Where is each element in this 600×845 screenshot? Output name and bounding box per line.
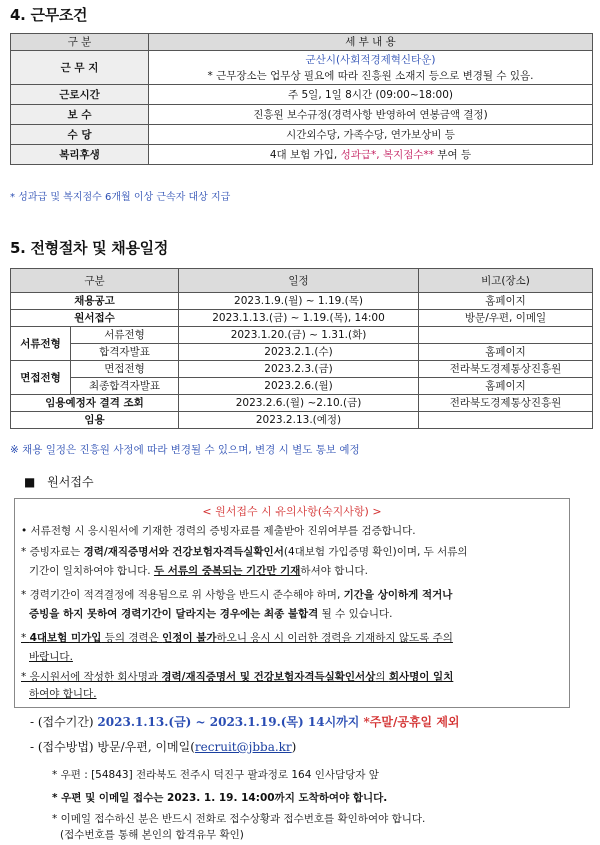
row-value-workplace bbox=[149, 51, 593, 85]
notice-text: 될 수 있습니다. bbox=[318, 608, 393, 620]
row-value-welfare bbox=[149, 145, 593, 165]
notice-item-cont bbox=[29, 688, 574, 701]
workplace-location: 군산시(사회적경제혁신타운) bbox=[305, 53, 436, 66]
notice-emph: 경력/재직증명서 및 건강보험자격득실확인서상 bbox=[161, 671, 376, 683]
sub-note: * 이메일 접수하신 분은 반드시 전화로 접수상황과 접수번호를 확인하여야 합니다. bbox=[52, 813, 426, 825]
header-remarks: 비고(장소) bbox=[419, 269, 593, 293]
table-row-sublabel: 서류전형 bbox=[71, 327, 179, 344]
notice-emph: 기간을 상이하게 적거나 bbox=[343, 589, 453, 601]
schedule-table bbox=[10, 268, 593, 429]
notice-text: 하여야 합니다. bbox=[29, 688, 97, 700]
notice-item-cont bbox=[29, 608, 574, 621]
table-row-sublabel: 최종합격자발표 bbox=[71, 378, 179, 395]
table-row-date: 2023.2.13.(예정) bbox=[179, 412, 419, 429]
table-row-date: 2023.1.13.(금) ~ 1.19.(목), 14:00 bbox=[179, 310, 419, 327]
work-conditions-table bbox=[10, 33, 593, 165]
apply-title: 원서접수 bbox=[47, 475, 94, 489]
period-value: 2023.1.13.(금) ~ 2023.1.19.(목) 14시까지 bbox=[97, 715, 360, 729]
notice-item bbox=[21, 525, 566, 538]
workplace-note: * 근무장소는 업무상 필요에 따라 진흥원 소재지 등으로 변경될 수 있음. bbox=[207, 69, 534, 82]
table-row-place: 홈페이지 bbox=[419, 293, 593, 310]
method-label: - (접수방법) 방문/우편, 이메일( bbox=[30, 740, 195, 754]
period-label: - (접수기간) bbox=[30, 715, 98, 729]
header-schedule: 일정 bbox=[179, 269, 419, 293]
notice-item bbox=[21, 632, 566, 645]
apply-period bbox=[30, 713, 460, 730]
table-row-date: 2023.1.20.(금) ~ 1.31.(화) bbox=[179, 327, 419, 344]
notice-emph: 회사명이 일치 bbox=[388, 671, 454, 683]
table-row-date: 2023.1.9.(월) ~ 1.19.(목) bbox=[179, 293, 419, 310]
table-row-place: 전라북도경제통상진흥원 bbox=[419, 361, 593, 378]
notice-emph: 최종 불합격 bbox=[263, 608, 319, 620]
table-row-sublabel: 면접전형 bbox=[71, 361, 179, 378]
notice-box-title: < 원서접수 시 유의사항(숙지사항) > bbox=[202, 505, 382, 518]
notice-item bbox=[21, 589, 566, 602]
header-details: 세 부 내 용 bbox=[149, 34, 593, 51]
notice-emph: 증빙을 하지 못하여 경력기간이 달라지는 경우에는 bbox=[29, 608, 264, 620]
notice-text: 기간이 일치하여야 합니다. bbox=[29, 565, 154, 577]
notice-text: * 응시원서에 작성한 회사명과 bbox=[21, 671, 162, 683]
table-row-date: 2023.2.3.(금) bbox=[179, 361, 419, 378]
table-row-label: 임용 bbox=[11, 412, 179, 429]
notice-emph: 4대보험 미가입 bbox=[29, 632, 102, 644]
row-label-allowance: 수 당 bbox=[11, 125, 149, 145]
table-row-date: 2023.2.6.(월) ~2.10.(금) bbox=[179, 395, 419, 412]
row-label-workplace: 근 무 지 bbox=[11, 51, 149, 85]
notice-text: 하셔야 합니다. bbox=[300, 565, 368, 577]
apply-method bbox=[30, 738, 296, 755]
table-row-date: 2023.2.6.(월) bbox=[179, 378, 419, 395]
row-value-hours: 주 5일, 1일 8시간 (09:00~18:00) bbox=[149, 85, 593, 105]
header-category: 구분 bbox=[11, 269, 179, 293]
sub-note: * 우편 및 이메일 접수는 2023. 1. 19. 14:00까지 도착하여야 합니다. bbox=[52, 792, 388, 804]
notice-box bbox=[14, 498, 570, 708]
bullet-icon: ■ bbox=[24, 475, 36, 489]
table-row-sublabel: 합격자발표 bbox=[71, 344, 179, 361]
group-label-interview: 면접전형 bbox=[11, 361, 71, 395]
group-label-document: 서류전형 bbox=[11, 327, 71, 361]
notice-text: * 증빙자료는 bbox=[21, 546, 84, 558]
table-row-place bbox=[419, 327, 593, 344]
section5-title: 5. 전형절차 및 채용일정 bbox=[10, 239, 169, 257]
notice-item bbox=[21, 546, 566, 559]
method-end: ) bbox=[291, 740, 297, 754]
welfare-b: 성과급*, 복지점수** bbox=[340, 148, 435, 161]
section4-note: * 성과급 및 복지점수 6개월 이상 근속자 대상 지급 bbox=[10, 192, 231, 203]
notice-text: 바랍니다. bbox=[29, 651, 73, 663]
sub-note: (접수번호를 통해 본인의 합격유무 확인) bbox=[60, 829, 244, 841]
email-link[interactable]: recruit@jbba.kr bbox=[194, 740, 292, 754]
notice-text: 하오니 응시 시 이러한 경력을 기재하지 않도록 주의 bbox=[216, 632, 453, 644]
apply-heading bbox=[24, 473, 94, 490]
welfare-c: 부여 등 bbox=[434, 148, 472, 161]
row-value-allowance: 시간외수당, 가족수당, 연가보상비 등 bbox=[149, 125, 593, 145]
table-row-place: 홈페이지 bbox=[419, 344, 593, 361]
sub-note: * 우편 : [54843] 전라북도 전주시 덕진구 팔과정로 164 인사담당자 앞 bbox=[52, 769, 379, 781]
notice-emph: 인정이 불가 bbox=[162, 632, 217, 644]
header-category: 구 분 bbox=[11, 34, 149, 51]
row-label-welfare: 복리후생 bbox=[11, 145, 149, 165]
notice-emph: 두 서류의 중복되는 기간만 기재 bbox=[153, 565, 301, 577]
table-row-place: 전라북도경제통상진흥원 bbox=[419, 395, 593, 412]
table-row-label: 채용공고 bbox=[11, 293, 179, 310]
notice-text: 의 bbox=[375, 671, 389, 683]
notice-item-cont bbox=[29, 565, 574, 578]
period-note: *주말/공휴일 제외 bbox=[359, 715, 460, 729]
notice-emph: 경력/재직증명서와 건강보험자격득실확인서 bbox=[83, 546, 284, 558]
notice-text: 등의 경력은 bbox=[101, 632, 163, 644]
table-row-date: 2023.2.1.(수) bbox=[179, 344, 419, 361]
row-value-pay: 진흥원 보수규정(경력사항 반영하여 연봉금액 결정) bbox=[149, 105, 593, 125]
notice-item bbox=[21, 671, 566, 684]
notice-text: • 서류전형 시 응시원서에 기재한 경력의 증빙자료를 제출받아 진위여부를 검증합니다. bbox=[21, 525, 416, 537]
notice-text: * bbox=[21, 632, 30, 644]
section4-title: 4. 근무조건 bbox=[10, 6, 88, 24]
table-row-place bbox=[419, 412, 593, 429]
table-row-label: 원서접수 bbox=[11, 310, 179, 327]
notice-text: (4대보험 가입증명 확인)이며, 두 서류의 bbox=[283, 546, 468, 558]
table-row-label: 임용예정자 결격 조회 bbox=[11, 395, 179, 412]
notice-text: * 경력기간이 적격결정에 적용됨으로 위 사항을 반드시 준수해야 하며, bbox=[21, 589, 344, 601]
section5-note: ※ 채용 일정은 진흥원 사정에 따라 변경될 수 있으며, 변경 시 별도 통보 예정 bbox=[10, 444, 360, 456]
welfare-a: 4대 보험 가입, bbox=[269, 148, 341, 161]
table-row-place: 방문/우편, 이메일 bbox=[419, 310, 593, 327]
notice-item-cont bbox=[29, 651, 574, 664]
row-label-hours: 근로시간 bbox=[11, 85, 149, 105]
table-row-place: 홈페이지 bbox=[419, 378, 593, 395]
row-label-pay: 보 수 bbox=[11, 105, 149, 125]
